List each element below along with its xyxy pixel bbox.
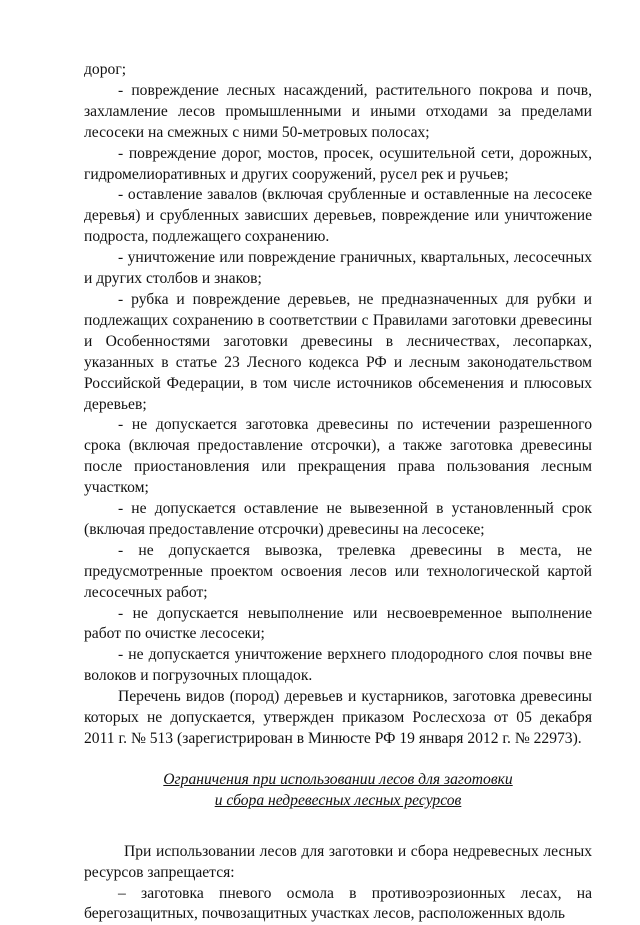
document-body <box>84 60 592 925</box>
section-heading-line-1: Ограничения при использовании лесов для заготовки <box>163 770 513 788</box>
list-item: - повреждение дорог, мостов, просек, осушительной сети, дорожных, гидромелиоративных и других сооружений, русел рек и ручьев; <box>84 144 592 183</box>
section-heading-line-2: и сбора недревесных лесных ресурсов <box>214 791 462 809</box>
list-item: - не допускается оставление не вывезенной в установленный срок (включая предоставление отсрочки) древесины на лесосеке; <box>84 500 592 538</box>
list-item: - не допускается невыполнение или несвоевременное выполнение работ по очистке лесосеки; <box>84 604 592 643</box>
list-item: - не допускается уничтожение верхнего плодородного слоя почвы вне волоков и погрузочных площадок. <box>84 646 592 685</box>
list-item: - уничтожение или повреждение граничных, квартальных, лесосечных и других столбов и знаков; <box>84 249 592 288</box>
list-item: - не допускается вывозка, трелевка древесины в места, не предусмотренные проектом освоения лесов или технологической картой лесосечных работ; <box>84 541 592 601</box>
list-item: – заготовка пневого осмола в противоэрозионных лесах, на берегозащитных, почвозащитных участках лесов, расположенных вдоль <box>84 884 592 923</box>
list-item: - повреждение лесных насаждений, растительного покрова и почв, захламление лесов промышленными и иными отходами за пределами лесосеки на смежных с ними 50-метровых полосах; <box>84 81 592 141</box>
paragraph-continuation: дорог; <box>84 61 127 78</box>
section-heading <box>84 770 592 812</box>
list-item: - рубка и повреждение деревьев, не предназначенных для рубки и подлежащих сохранению в соответствии с Правилами заготовки древесины и Особенностями заготовки древесины в лесничествах, лесопарках, указанных в статье 23 Лесного кодекса РФ и лесным законодательством Российской Федерации, в том числе источников обсеменения и плюсовых деревьев; <box>84 290 592 413</box>
list-item: - не допускается заготовка древесины по истечении разрешенного срока (включая предоставление отсрочки), а также заготовка древесины после приостановления или прекращения права пользования лесным участком; <box>84 416 592 497</box>
paragraph-intro: При использовании лесов для заготовки и сбора недревесных лесных ресурсов запрещается: <box>84 842 592 881</box>
list-item: - оставление завалов (включая срубленные и оставленные на лесосеке деревья) и срубленных зависших деревьев, повреждение или уничтожение подроста, подлежащего сохранению. <box>84 186 592 246</box>
paragraph-species-list: Перечень видов (пород) деревьев и кустарников, заготовка древесины которых не допускается, утвержден приказом Рослесхоза от 05 декабря 2011 г. № 513 (зарегистрирован в Минюсте РФ 19 января 2012 г. № 22973). <box>84 688 592 747</box>
